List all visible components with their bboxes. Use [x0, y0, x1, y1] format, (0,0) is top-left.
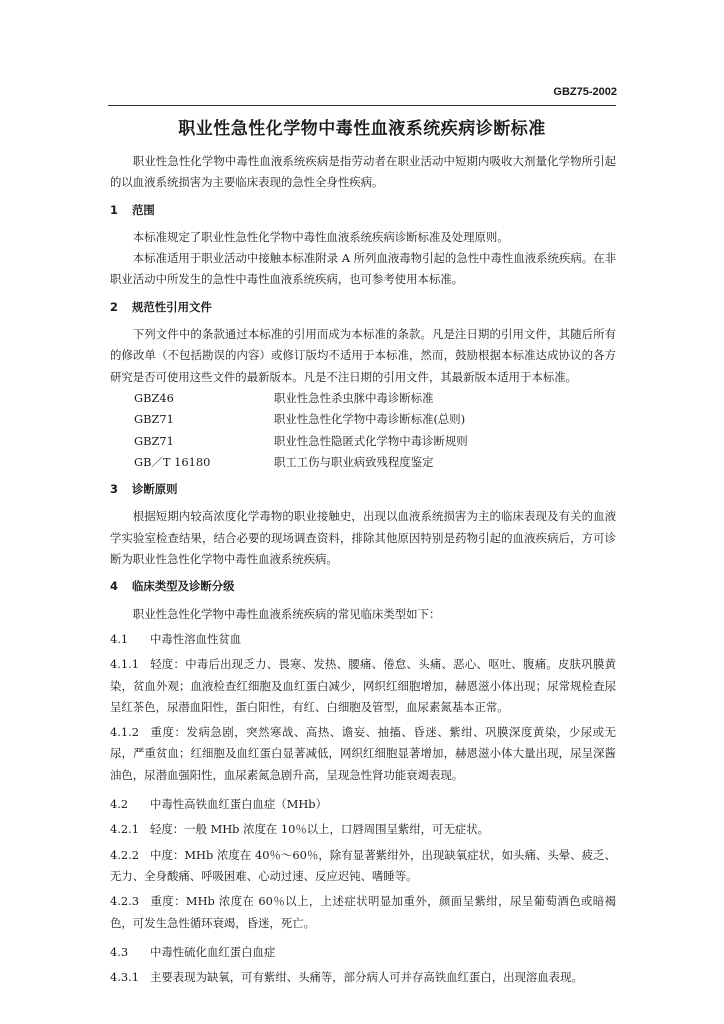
clause-number: 4.2: [110, 797, 129, 812]
section-heading: [110, 576, 616, 597]
clause-4-3: [110, 942, 616, 963]
clause-4-1-1: [110, 654, 616, 718]
clause-number: 4.2.1: [110, 822, 139, 837]
clause-4-2-3: [110, 891, 616, 934]
clause-4-2-1: [110, 819, 616, 840]
section-number: 1: [110, 202, 118, 217]
clause-4-2: [110, 794, 616, 815]
paragraph: 职业性急性化学物中毒性血液系统疾病的常见临床类型如下：: [132, 606, 441, 621]
section-heading: [110, 479, 616, 500]
document-code: GBZ75-2002: [553, 86, 617, 98]
section-title: 临床类型及诊断分级: [132, 579, 235, 594]
clause-4-3-1: [110, 967, 616, 988]
clause-4-1-2: [110, 722, 616, 786]
document-body: [110, 151, 616, 988]
clause-number: 4.2.2: [110, 847, 139, 862]
section-title: 范围: [132, 202, 155, 217]
clause-4-1: [110, 629, 616, 650]
reference-row: [110, 452, 616, 473]
document-title: 职业性急性化学物中毒性血液系统疾病诊断标准: [178, 119, 546, 139]
header-rule: [108, 105, 616, 106]
section-number: 2: [110, 299, 118, 314]
clause-text: 中毒性硫化血红蛋白血症: [150, 944, 276, 959]
clause-text: 轻度：中毒后出现乏力、畏寒、发热、腰痛、倦怠、头痛、恶心、呕吐、腹痛。皮肤巩膜黄染，贫血外观；血液检查红细胞及血红蛋白减少，网织红细胞增加，赫恩滋小体出现；尿常规检查尿呈红茶色，尿潜血阳性，蛋白阳性，有红、白细胞及管型，血尿素氮基本正常。: [110, 657, 616, 714]
clause-number: 4.2.3: [110, 894, 139, 909]
section-heading: [110, 297, 616, 318]
clause-text: 重度：发病急剧，突然寒战、高热、谵妄、抽搐、昏迷、紫绀、巩膜深度黄染，少尿或无尿，严重贫血；红细胞及血红蛋白显著减低，网织红细胞显著增加，赫恩滋小体大量出现，尿呈深酱油色，尿潜血强阳性，血尿素氮急剧升高，呈现急性肾功能衰竭表现。: [110, 725, 616, 782]
clause-text: 中度：MHb 浓度在 40％～60％，除有显著紫绀外，出现缺氧症状，如头痛、头晕、疲乏、无力、全身酸痛、呼吸困难、心动过速、反应迟钝、嗜睡等。: [110, 847, 616, 883]
clause-number: 4.1: [110, 631, 129, 646]
reference-code: GBZ71: [134, 433, 174, 448]
reference-name: 职业性急性隐匿式化学物中毒诊断规则: [274, 433, 468, 448]
clause-text: 中毒性溶血性贫血: [150, 631, 242, 646]
reference-code: GBZ71: [134, 412, 174, 427]
reference-name: 职工工伤与职业病致残程度鉴定: [274, 454, 434, 469]
clause-4-2-2: [110, 845, 616, 888]
reference-row: [110, 409, 616, 430]
section-number: 4: [110, 579, 118, 594]
clause-text: 轻度：一般 MHb 浓度在 10％以上，口唇周围呈紫绀，可无症状。: [150, 822, 490, 837]
reference-name: 职业性急性化学物中毒诊断标准(总则): [274, 412, 466, 427]
clause-text: 主要表现为缺氧，可有紫绀、头痛等，部分病人可并存高铁血红蛋白，出现溶血表现。: [150, 970, 583, 985]
reference-row: [110, 388, 616, 409]
clause-text: 重度：MHb 浓度在 60％以上，上述症状明显加重外，颜面呈紫绀，尿呈葡萄酒色或暗褐色，可发生急性循环衰竭，昏迷，死亡。: [110, 894, 616, 930]
section-heading: [110, 200, 616, 221]
clause-text: 中毒性高铁血红蛋白血症（MHb）: [150, 797, 327, 812]
clause-number: 4.1.1: [110, 657, 139, 672]
reference-code: GBZ46: [134, 390, 174, 405]
reference-row: [110, 431, 616, 452]
reference-code: GB／T 16180: [134, 454, 211, 469]
clause-number: 4.1.2: [110, 725, 139, 740]
section-title: 规范性引用文件: [132, 299, 212, 314]
section-number: 3: [110, 482, 118, 497]
intro-paragraph: 职业性急性化学物中毒性血液系统疾病是指劳动者在职业活动中短期内吸收大剂量化学物所引起的以血液系统损害为主要临床表现的急性全身性疾病。: [110, 154, 616, 190]
paragraph: 下列文件中的条款通过本标准的引用而成为本标准的条款。凡是注日期的引用文件，其随后所有的修改单（不包括勘误的内容）或修订版均不适用于本标准，然而，鼓励根据本标准达成协议的各方研究是否可使用这些文件的最新版本。凡是不注日期的引用文件，其最新版本适用于本标准。: [110, 327, 616, 384]
paragraph: 本标准规定了职业性急性化学物中毒性血液系统疾病诊断标准及处理原则。: [132, 229, 509, 244]
clause-number: 4.3.1: [110, 970, 139, 985]
clause-number: 4.3: [110, 944, 129, 959]
section-title: 诊断原则: [132, 482, 178, 497]
paragraph: 根据短期内较高浓度化学毒物的职业接触史，出现以血液系统损害为主的临床表现及有关的血液学实验室检查结果，结合必要的现场调查资料，排除其他原因特别是药物引起的血液疾病后，方可诊断为职业性急性化学物中毒性血液系统疾病。: [110, 509, 616, 567]
paragraph: 本标准适用于职业活动中接触本标准附录 A 所列血液毒物引起的急性中毒性血液系统疾病。在非职业活动中所发生的急性中毒性血液系统疾病，也可参考使用本标准。: [110, 251, 616, 287]
reference-name: 职业性急性杀虫脒中毒诊断标准: [274, 390, 434, 405]
